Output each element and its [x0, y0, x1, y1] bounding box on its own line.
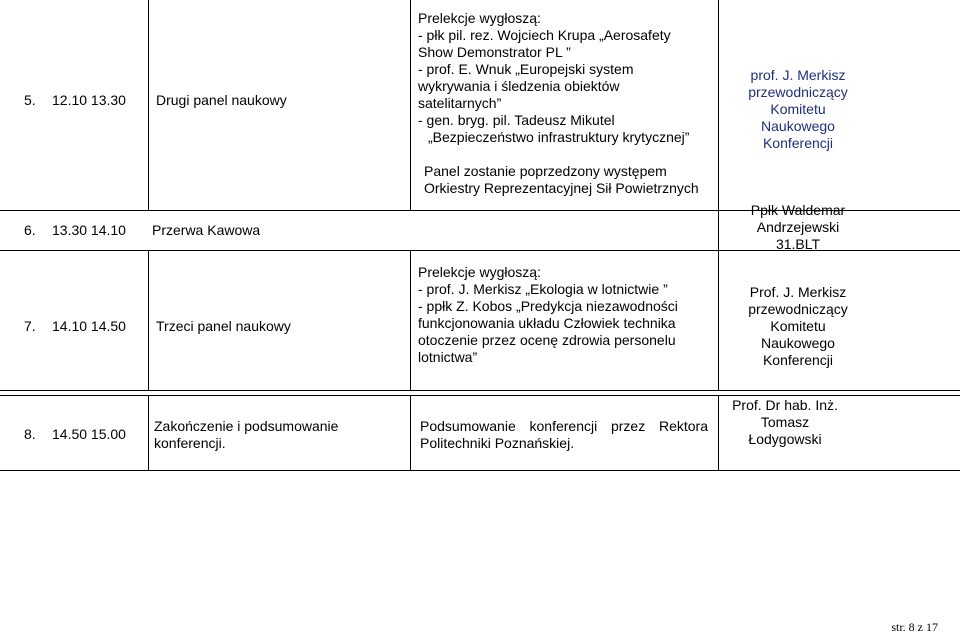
chair-line: Komitetu: [770, 101, 826, 117]
content-line: wykrywania i śledzenia obiektów: [418, 78, 620, 94]
content-line: funkcjonowania układu Człowiek technika: [418, 315, 676, 331]
chair-line: Andrzejewski: [756, 219, 840, 235]
page-number: str. 8 z 17: [891, 620, 938, 634]
chair-line: Łodygowski: [748, 431, 822, 447]
content-line: - ppłk Z. Kobos „Predykcja niezawodności: [418, 298, 678, 314]
grid-hline: [0, 395, 960, 396]
row-title: Drugi panel naukowy: [156, 92, 287, 108]
content-line: Prelekcje wygłoszą:: [418, 264, 541, 280]
note-line: Orkiestry Reprezentacyjnej Sił Powietrznych: [424, 180, 699, 196]
content-line: - gen. bryg. pil. Tadeusz Mikutel: [418, 112, 615, 128]
chair-line: 31.BLT: [775, 236, 821, 252]
chair-line: prof. J. Merkisz: [750, 67, 846, 83]
grid-hline: [0, 390, 960, 391]
row-time: 12.10 13.30: [52, 92, 126, 108]
row-number: 5.: [24, 92, 36, 108]
content-line: satelitarnych”: [418, 95, 502, 111]
chair-line: Prof. Dr hab. Inż.: [732, 397, 838, 413]
content-line: Prelekcje wygłoszą:: [418, 10, 541, 26]
note-line: Panel zostanie poprzedzony występem: [424, 163, 667, 179]
row-number: 8.: [24, 426, 36, 442]
chair-line: Ppłk Waldemar: [750, 202, 846, 218]
title-line: konferencji.: [154, 435, 226, 451]
content-line: Show Demonstrator PL ”: [418, 44, 571, 60]
row-time: 14.10 14.50: [52, 318, 126, 334]
row-time: 13.30 14.10: [52, 222, 126, 238]
chair-line: przewodniczący: [748, 301, 848, 317]
row-time: 14.50 15.00: [52, 426, 126, 442]
chair-line: Konferencji: [762, 352, 834, 368]
grid-vline-mid: [410, 250, 411, 390]
content-line: Politechniki Poznańskiej.: [420, 435, 575, 451]
content-line: - płk pil. rez. Wojciech Krupa „Aerosafety: [418, 27, 671, 43]
row-number: 6.: [24, 222, 36, 238]
row-number: 7.: [24, 318, 36, 334]
chair-line: Prof. J. Merkisz: [749, 284, 847, 300]
grid-vline-mid: [410, 395, 411, 470]
content-line: - prof. J. Merkisz „Ekologia w lotnictwie ”: [418, 281, 668, 297]
content-line: - prof. E. Wnuk „Europejski system: [418, 61, 634, 77]
content-line: Podsumowanie konferencji przez Rektora: [420, 418, 708, 434]
chair-line: Komitetu: [770, 318, 826, 334]
grid-hline: [0, 470, 960, 471]
chair-line: Konferencji: [762, 135, 834, 151]
grid-vline-left: [148, 250, 149, 390]
title-line: Zakończenie i podsumowanie: [154, 418, 339, 434]
content-line: otoczenie przez ocenę zdrowia personelu: [418, 332, 676, 348]
grid-vline-left: [148, 395, 149, 470]
content-line: lotnictwa”: [418, 349, 478, 365]
chair-line: Naukowego: [761, 118, 835, 134]
row-title: Trzeci panel naukowy: [156, 318, 291, 334]
row-title: Przerwa Kawowa: [152, 222, 261, 238]
chair-line: Tomasz: [760, 414, 810, 430]
chair-line: Naukowego: [761, 335, 835, 351]
content-line: „Bezpieczeństwo infrastruktury krytycznej”: [428, 129, 690, 145]
grid-vline-left: [148, 0, 149, 210]
grid-vline-mid: [410, 0, 411, 210]
chair-line: przewodniczący: [748, 84, 848, 100]
